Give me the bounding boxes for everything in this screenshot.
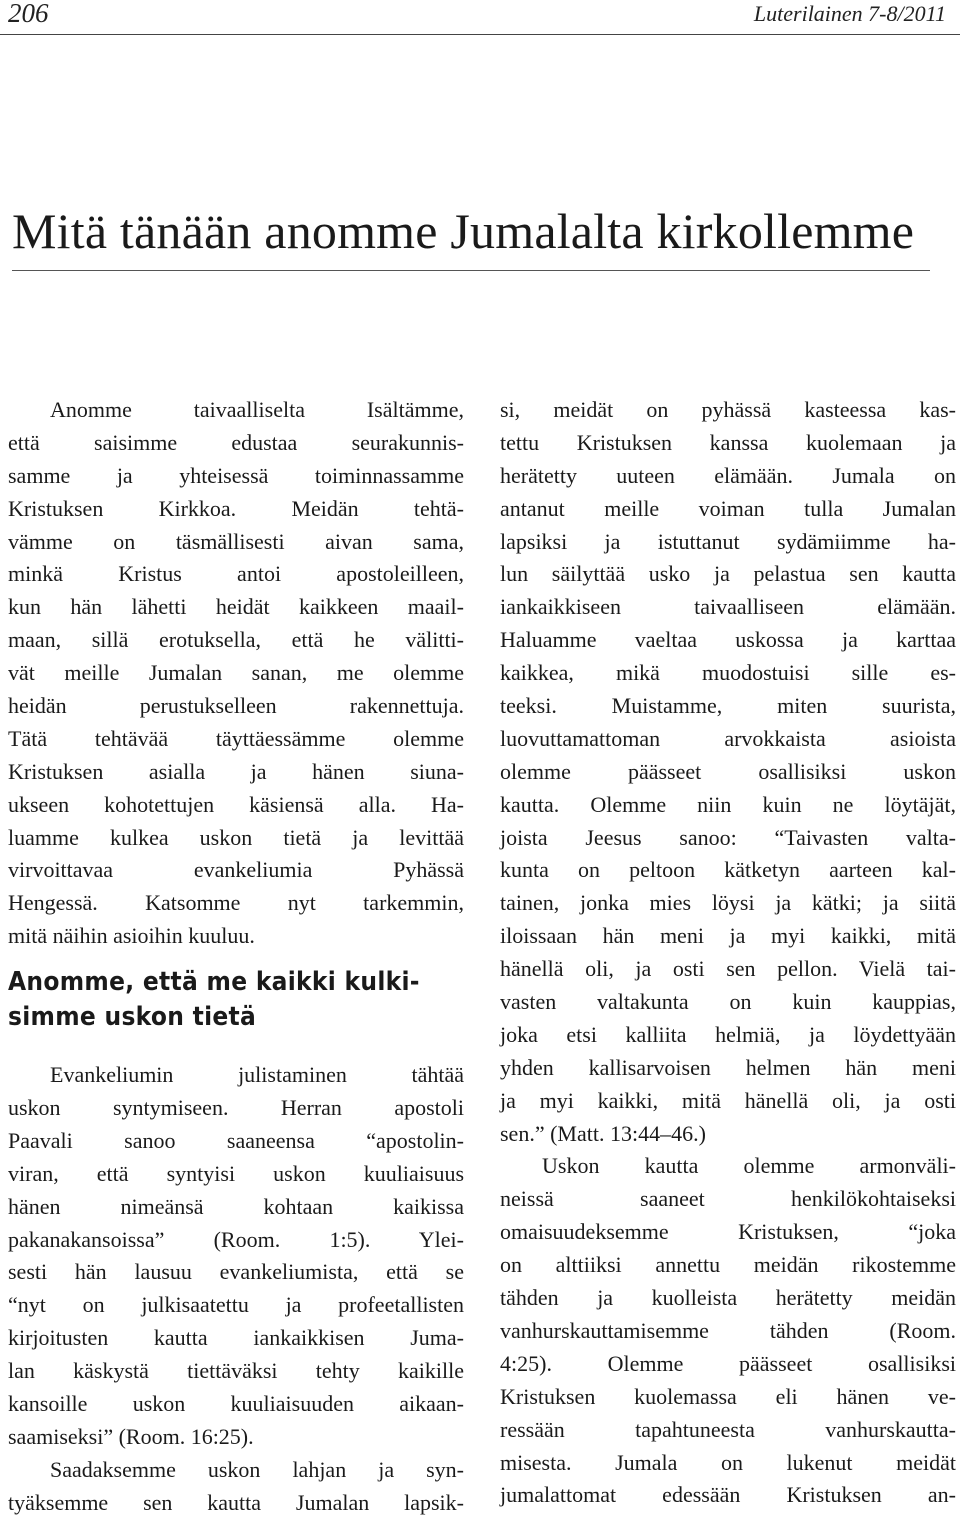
paragraph: [500, 1150, 956, 1512]
text-line: kun hän lähetti heidät kaikkeen maail-: [8, 594, 464, 620]
text-line: ukseen kohotettujen käsiensä alla. Ha-: [8, 791, 464, 817]
text-line: vasten valtakunta on kuin kauppias,: [500, 989, 956, 1015]
text-line: hänellä oli, ja osti sen pellon. Vielä tai-: [500, 956, 956, 982]
text-line: lan käskystä tiettäväksi tehty kaikille: [8, 1358, 464, 1384]
text-line: kirjoitusten kautta iankaikkisen Juma-: [8, 1325, 464, 1351]
text-line: hänen nimeänsä kohtaan kaikissa: [8, 1193, 464, 1219]
text-line: si, meidät on pyhässä kasteessa kas-: [500, 397, 956, 422]
text-line: Kristuksen kuolemassa eli hänen ve-: [500, 1383, 956, 1409]
text-line: neissä saaneet henkilökohtaiseksi: [500, 1186, 956, 1212]
text-line: ja myi kaikki, mitä hänellä oli, ja osti: [500, 1087, 956, 1113]
text-line: Paavali sanoo saaneensa “apostolin-: [8, 1127, 464, 1153]
text-line: Kristuksen Kirkkoa. Meidän tehtä-: [8, 495, 464, 521]
text-line: tähden ja kuolleista herätetty meidän: [500, 1285, 956, 1311]
text-line: iloissaan hän meni ja myi kaikki, mitä: [500, 923, 956, 949]
text-line: Tätä tehtävää täyttäessämme olemme: [8, 725, 464, 751]
paragraph: [8, 1454, 464, 1520]
text-line: sen.” (Matt. 13:44–46.): [500, 1120, 706, 1146]
text-line: pakanakansoissa” (Room. 1:5). Ylei-: [8, 1226, 464, 1252]
text-line: luovuttamattoman arvokkaista asioista: [500, 725, 956, 751]
text-line: Anomme taivaalliselta Isältämme,: [50, 397, 464, 422]
text-line: vämme on täsmällisesti aivan sama,: [8, 528, 464, 554]
text-line: tainen, jonka mies löysi ja kätki; ja siitä: [500, 890, 956, 916]
right-column: [500, 394, 956, 1512]
text-line: Haluamme vaeltaa uskossa ja karttaa: [500, 627, 956, 653]
section-heading: [8, 965, 464, 1035]
text-line: ressään tapahtuneesta vanhurskautta-: [500, 1416, 956, 1442]
text-line: maan, sillä erotuksella, että he välitti-: [8, 627, 464, 653]
paragraph: [8, 1059, 464, 1454]
text-line: joista Jeesus sanoo: “Taivasten valta-: [500, 824, 956, 850]
text-line: kaikkea, mikä muodostuisi sille es-: [500, 660, 956, 686]
text-line: virvoittavaa evankeliumia Pyhässä: [8, 857, 464, 883]
text-line: uskon syntymiseen. Herran apostoli: [8, 1095, 464, 1121]
text-line: teeksi. Muistamme, miten suurista,: [500, 693, 956, 719]
text-line: antanut meille voiman tulla Jumalan: [500, 495, 956, 521]
text-line: mitä näihin asioihin kuuluu.: [8, 923, 255, 949]
text-line: vanhurskauttamisemme tähden (Room.: [500, 1317, 956, 1343]
text-line: Kristuksen asialla ja hänen siuna-: [8, 758, 464, 784]
text-line: tettu Kristuksen kanssa kuolemaan ja: [500, 429, 956, 455]
text-line: olemme päässeet osallisiksi uskon: [500, 758, 956, 784]
text-line: sesti hän lausuu evankeliumista, että se: [8, 1259, 464, 1285]
text-line: että saisimme edustaa seurakunnis-: [8, 429, 464, 455]
text-line: yhden kallisarvoisen helmen hän meni: [500, 1054, 956, 1080]
text-line: saamiseksi” (Room. 16:25).: [8, 1423, 254, 1449]
paragraph: [500, 394, 956, 1150]
text-line: lun säilyttää usko ja pelastua sen kautta: [500, 561, 956, 587]
text-line: “nyt on julkisaatettu ja profeetallisten: [8, 1292, 464, 1318]
article-title: Mitä tänään anomme Jumalalta kirkollemme: [12, 203, 915, 259]
text-line: on alttiiksi annettu meidän rikostemme: [500, 1252, 956, 1278]
text-line: samme ja yhteisessä toiminnassamme: [8, 462, 464, 488]
page-number: 206: [8, 0, 49, 28]
text-line: kunta on peltoon kätketyn aarteen kal-: [500, 857, 956, 883]
text-line: herätetty uuteen elämään. Jumala on: [500, 462, 956, 488]
text-line: iankaikkiseen taivaalliseen elämään.: [500, 594, 956, 620]
text-line: omaisuudeksemme Kristuksen, “joka: [500, 1219, 956, 1245]
section-heading-line: simme uskon tietä: [8, 1002, 257, 1033]
paragraph: [8, 394, 464, 953]
publication-title: Luterilainen 7-8/2011: [753, 1, 946, 26]
text-line: 4:25). Olemme päässeet osallisiksi: [500, 1350, 956, 1376]
text-line: luamme kulkea uskon tietä ja levittää: [8, 824, 464, 850]
text-line: kansoille uskon kuuliaisuuden aikaan-: [8, 1391, 464, 1417]
text-line: kautta. Olemme niin kuin ne löytäjät,: [500, 791, 956, 817]
text-line: minkä Kristus antoi apostoleilleen,: [8, 561, 464, 587]
text-line: lapsiksi ja istuttanut sydämiimme ha-: [500, 528, 956, 554]
title-rule: [12, 270, 930, 271]
text-line: heidän perustukselleen rakennettuja.: [8, 693, 464, 719]
text-line: Evankeliumin julistaminen tähtää: [50, 1062, 464, 1088]
header-rule: [0, 34, 960, 35]
text-line: viran, että syntyisi uskon kuuliaisuus: [8, 1160, 464, 1186]
text-line: jumalattomat edessään Kristuksen an-: [500, 1482, 956, 1508]
text-line: misesta. Jumala on lukenut meidät: [500, 1449, 956, 1475]
text-line: Uskon kautta olemme armonväli-: [542, 1153, 956, 1179]
left-column: [8, 394, 464, 1520]
text-line: tyäksemme sen kautta Jumalan lapsik-: [8, 1489, 464, 1515]
text-line: vät meille Jumalan sanan, me olemme: [8, 660, 464, 686]
section-heading-line: Anomme, että me kaikki kulki-: [8, 967, 420, 998]
text-line: Saadaksemme uskon lahjan ja syn-: [50, 1456, 464, 1482]
text-line: joka etsi kalliita helmiä, ja löydettyään: [500, 1021, 956, 1047]
text-line: Hengessä. Katsomme nyt tarkemmin,: [8, 890, 464, 916]
